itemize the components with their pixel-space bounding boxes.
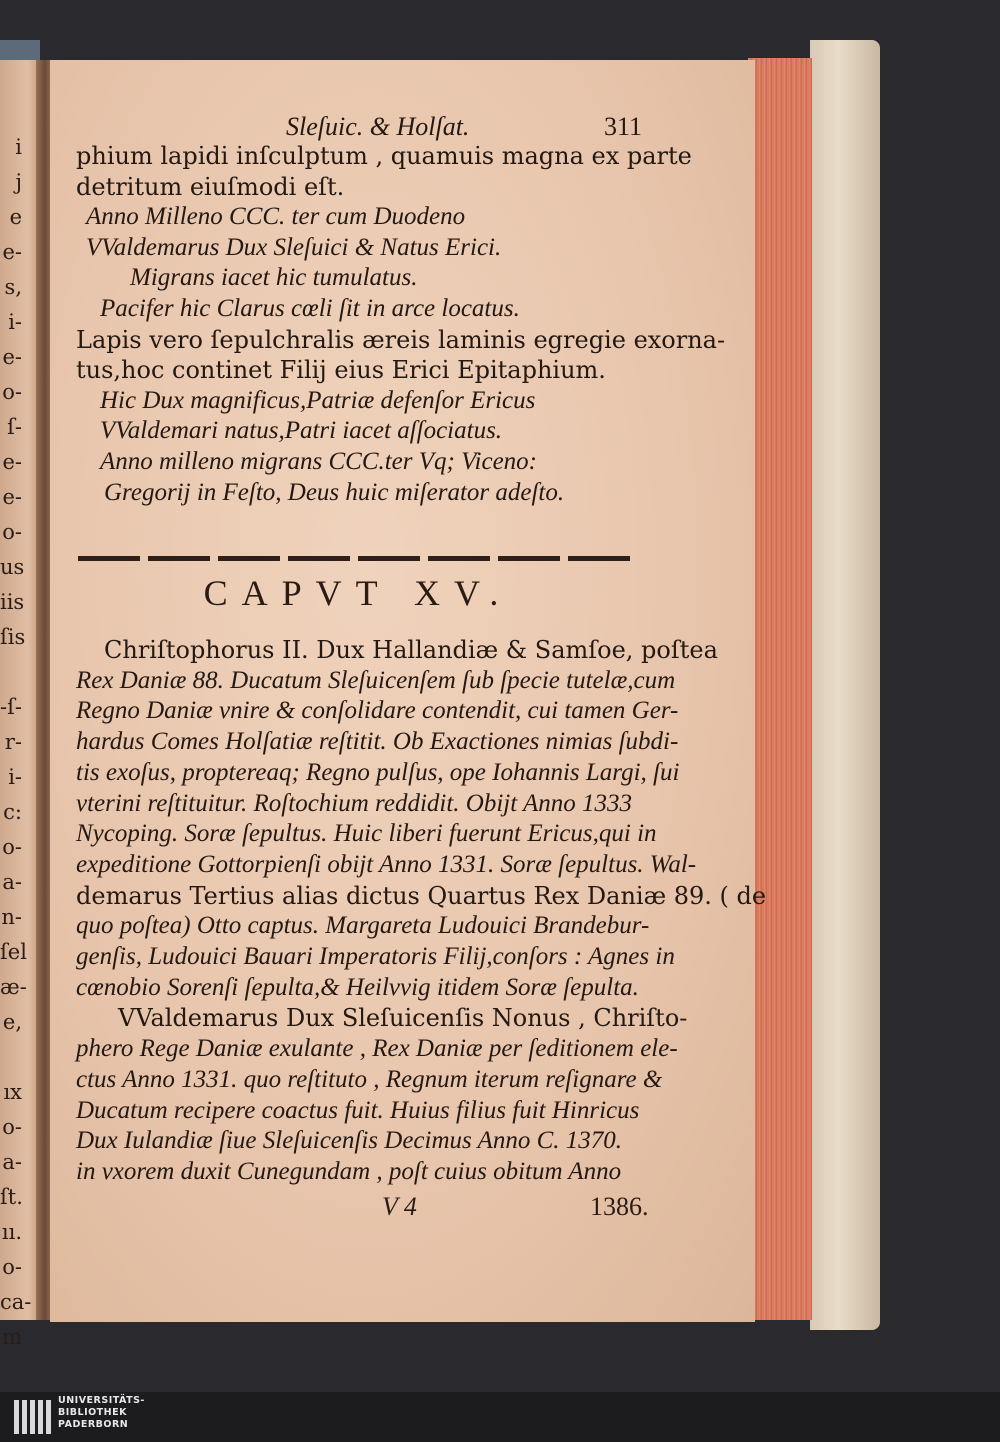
page-number: 311 [603,112,642,141]
running-head-title: Sleſuic. & Holſat. [286,112,470,141]
text-line: genſis, Ludouici Bauari Imperatoris Filij,conſors : Agnes in [76,943,675,970]
text-line: Ducatum recipere coactus fuit. Huius filius fuit Hinricus [76,1096,640,1124]
facing-page-fragment: ſ- [7,415,22,439]
facing-page-fragment: j [15,170,22,194]
library-name-line1: UNIVERSITÄTS- [58,1395,145,1406]
text-line: hardus Comes Holſatiæ reſtitit. Ob Exactiones nimias ſubdi- [76,728,679,756]
text-line: Rex Daniæ 88. Ducatum Sleſuicenſem ſub ſpecie tutelæ,cum [76,666,676,694]
text-line: phium lapidi inſculptum , quamuis magna ex parte [76,142,692,170]
facing-page-fragment: ıx [3,1080,22,1104]
facing-page-fragment: i- [8,765,22,789]
text-line: VValdemari natus,Patri iacet aſſociatus. [100,417,503,445]
library-name [58,1395,145,1431]
facing-page-fragment: a- [2,1150,22,1174]
facing-page-fragment: ſt. [0,1185,23,1209]
chapter-rule [78,556,638,561]
facing-page-fragment: æ- [0,975,27,999]
facing-page-fragment: a- [2,870,22,894]
signature-mark: V 4 [382,1192,417,1221]
text-line: quo poſtea) Otto captus. Margareta Ludouici Brandebur- [76,912,650,940]
book-cover [810,40,880,1330]
text-line: in vxorem duxit Cunegundam , poſt cuius obitum Anno [76,1157,622,1185]
facing-page-fragment: m [2,1325,22,1349]
facing-page-fragment: e- [2,240,22,264]
text-line: phero Rege Daniæ exulante , Rex Daniæ per ſeditionem ele- [76,1035,678,1063]
facing-page-fragment: e- [2,485,22,509]
facing-page-fragment: s, [4,275,22,299]
facing-page-fragment: o- [2,380,22,404]
facing-page-fragment [0,1040,22,1075]
text-line: Chriſtophorus II. Dux Hallandiæ & Samſoe, poſtea [104,636,718,664]
facing-page-fragment: o- [2,1115,22,1139]
text-line: demarus Tertius alias dictus Quartus Rex Daniæ 89. ( de [76,881,767,910]
facing-page-fragment [0,655,22,690]
facing-page-fragment: e, [2,1010,22,1034]
library-brand-bar [0,1392,1000,1442]
chapter-heading: CAPVT XV. [203,573,513,613]
text-line: expeditione Gottorpienſi obijt Anno 1331. Soræ ſepultus. Wal- [76,850,697,878]
facing-page-fragment: ſis [0,625,26,649]
facing-page-fragment: e- [2,345,22,369]
text-line: Hic Dux magnificus,Patriæ defenſor Ericus [100,386,536,414]
library-name-line2: BIBLIOTHEK [58,1407,127,1418]
facing-page-fragment: ſel [0,940,27,964]
text-line: Nycoping. Soræ ſepultus. Huic liberi fuerunt Ericus,qui in [76,820,657,848]
text-line: Migrans iacet hic tumulatus. [130,264,418,292]
facing-page-fragment: iis [0,590,25,614]
facing-page-fragment: i- [8,310,22,334]
page-footer [370,1192,670,1226]
text-line: tus,hoc continet Filij eius Erici Epitaphium. [76,356,606,385]
facing-page-fragment: i [15,135,22,159]
facing-page-fragment: ca- [0,1290,32,1314]
text-line: Anno Milleno CCC. ter cum Duodeno [86,203,466,231]
page-edges [748,58,812,1320]
facing-page-fragment: n- [1,905,22,929]
text-line: Anno milleno migrans CCC.ter Vq; Viceno: [100,448,537,475]
facing-page-fragment: c: [3,800,22,824]
text-line: Regno Daniæ vnire & conſolidare contendit, cui tamen Ger- [76,697,679,725]
facing-page-fragment: -ſ- [0,695,22,719]
facing-page-line-ends [0,130,32,1355]
text-line: Lapis vero ſepulchralis æreis laminis egregie exorna- [76,325,726,354]
library-logo-icon [14,1400,52,1434]
text-line: detritum eiuſmodi eſt. [76,172,345,201]
text-line: Gregorij in Feſto, Deus huic miſerator adeſto. [104,478,565,506]
facing-page-fragment: o- [2,1255,22,1279]
facing-page-fragment: e [9,205,22,229]
text-line: vterini reſtituitur. Roſtochium reddidit. Obijt Anno 1333 [76,789,632,817]
catchword: 1386. [590,1192,649,1221]
text-line: cœnobio Sorenſi ſepulta,& Heilvvig itidem Soræ ſepulta. [76,973,639,1001]
text-line: ctus Anno 1331. quo reſtituto , Regnum iterum reſignare & [76,1065,663,1093]
facing-page-fragment: o- [2,520,22,544]
text-line: Pacifer hic Clarus cœli ſit in arce locatus. [100,295,520,322]
text-line: Dux Iulandiæ ſiue Sleſuicenſis Decimus Anno C. 1370. [76,1127,622,1155]
text-line: tis exoſus, proptereaq; Regno pulſus, ope Iohannis Largi, ſui [76,758,680,786]
facing-page-fragment: e- [2,450,22,474]
facing-page-fragment: us [0,555,25,579]
library-name-line3: PADERBORN [58,1419,129,1430]
facing-page-fragment: o- [2,835,22,859]
text-line: VValdemarus Dux Sleſuici & Natus Erici. [86,233,502,261]
facing-page-fragment: ıı. [1,1220,22,1244]
text-line: VValdemarus Dux Sleſuicenſis Nonus , Chriſto- [118,1004,688,1033]
facing-page-fragment: r- [4,730,22,754]
